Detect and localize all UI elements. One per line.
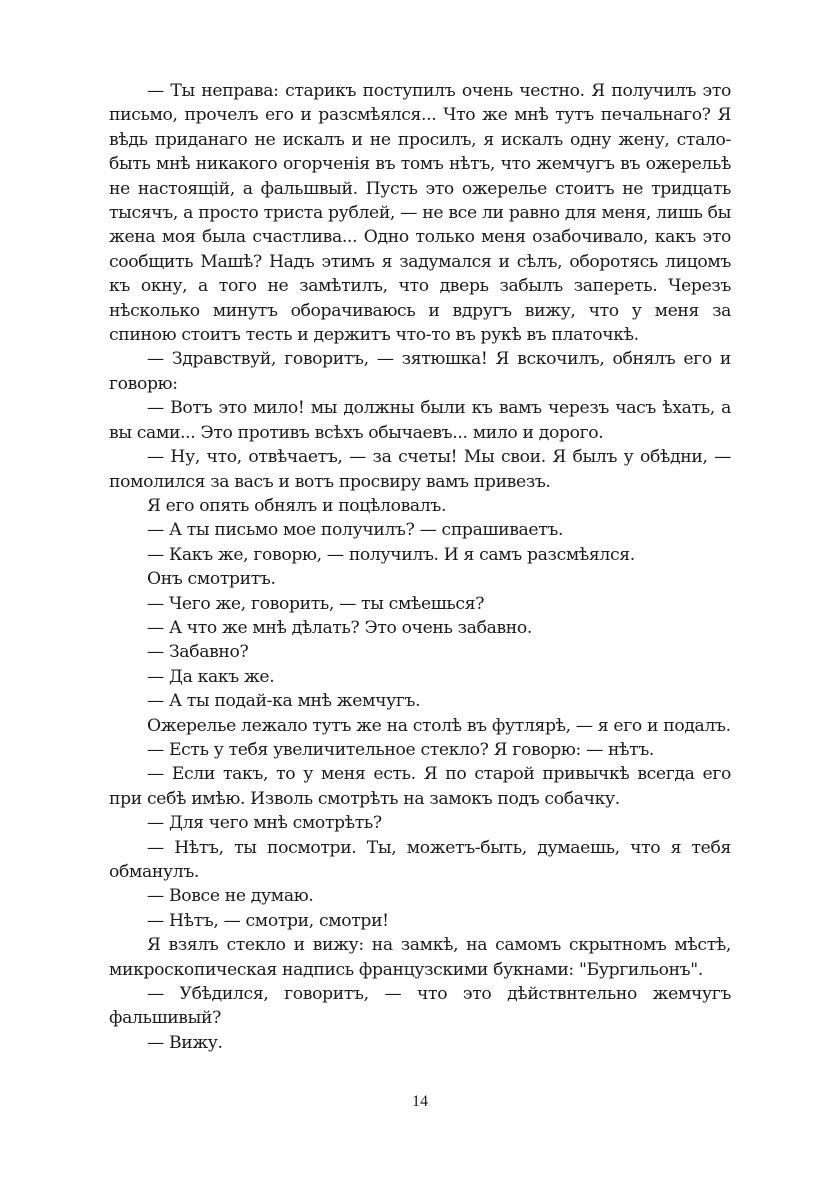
- paragraph: — Вижу.: [147, 1032, 223, 1053]
- paragraph: — Забавно?: [147, 642, 249, 663]
- paragraph: — Для чего мнѣ смотрѣть?: [147, 813, 382, 834]
- paragraph: — Какъ же, говорю, — получилъ. И я самъ разсмѣялся.: [147, 544, 635, 565]
- paragraph: — Нѣтъ, ты посмотри. Ты, можетъ-быть, думаешь, что я тебя обманулъ.: [109, 837, 731, 882]
- paragraph: Ожерелье лежало тутъ же на столѣ въ футлярѣ, — я его и подалъ.: [147, 715, 731, 736]
- paragraph: — Здравствуй, говоритъ, — зятюшка! Я вскочилъ, обнялъ его и говорю:: [109, 349, 731, 394]
- paragraph: — Нѣтъ, — смотри, смотри!: [147, 910, 389, 931]
- paragraph: Онъ смотритъ.: [147, 569, 276, 590]
- page-body: [109, 79, 731, 1055]
- paragraph: — Убѣдился, говоритъ, — что это дѣйствнтельно жемчугъ фальшивый?: [109, 984, 731, 1029]
- paragraph: — Вовсе не думаю.: [147, 886, 314, 907]
- paragraph: — А ты подай-ка мнѣ жемчугъ.: [147, 691, 421, 712]
- paragraph: — А ты письмо мое получилъ? — спрашиваетъ.: [147, 520, 564, 541]
- paragraph: — А что же мнѣ дѣлать? Это очень забавно.: [147, 617, 533, 638]
- paragraph: — Ну, что, отвѣчаетъ, — за счеты! Мы свои. Я былъ у обѣдни, — помолился за васъ и вотъ просвиру вамъ привезъ.: [109, 447, 731, 492]
- page-number: 14: [412, 1093, 428, 1110]
- paragraph: Я его опять обнялъ и поцѣловалъ.: [147, 495, 447, 516]
- paragraph: — Есть у тебя увеличительное стекло? Я говорю: — нѣтъ.: [147, 739, 655, 760]
- paragraph: — Да какъ же.: [147, 666, 275, 687]
- paragraph: Я взялъ стекло и вижу: на замкѣ, на самомъ скрытномъ мѣстѣ, микроскопическая надпись французскими букнами: "Бургильонъ".: [109, 935, 731, 980]
- paragraph: — Чего же, говорить, — ты смѣешься?: [147, 593, 485, 614]
- paragraph: — Ты неправа: старикъ поступилъ очень честно. Я получилъ это письмо, прочелъ его и разсмѣялся... Что же мнѣ тутъ печальнаго? Я вѣдь приданаго не искалъ и не просилъ, я искалъ одну жену, стало-быть мнѣ никакого огорченія въ томъ нѣтъ, что жемчугъ въ ожерельѣ не настоящій, а фальшвый. Пусть это ожерелье стоитъ не тридцать тысячъ, а просто триста рублей, — не все ли равно для меня, лишь бы жена моя была счастлива... Одно только меня озабочивало, какъ это сообщить Машѣ? Надъ этимъ я задумался и сѣлъ, оборотясь лицомъ къ окну, а того не замѣтилъ, что дверь забылъ запереть. Черезъ нѣсколько минутъ оборачиваюсь и вдругъ вижу, что у меня за спиною стоитъ тесть и держитъ что-то въ рукѣ въ платочкѣ.: [109, 81, 731, 346]
- paragraph: — Если такъ, то у меня есть. Я по старой привычкѣ всегда его при себѣ имѣю. Изволь смотрѣть на замокъ подъ собачку.: [109, 764, 731, 809]
- paragraph: — Вотъ это мило! мы должны были къ вамъ черезъ часъ ѣхать, а вы сами... Это противъ всѣхъ обычаевъ... мило и дорого.: [109, 398, 731, 443]
